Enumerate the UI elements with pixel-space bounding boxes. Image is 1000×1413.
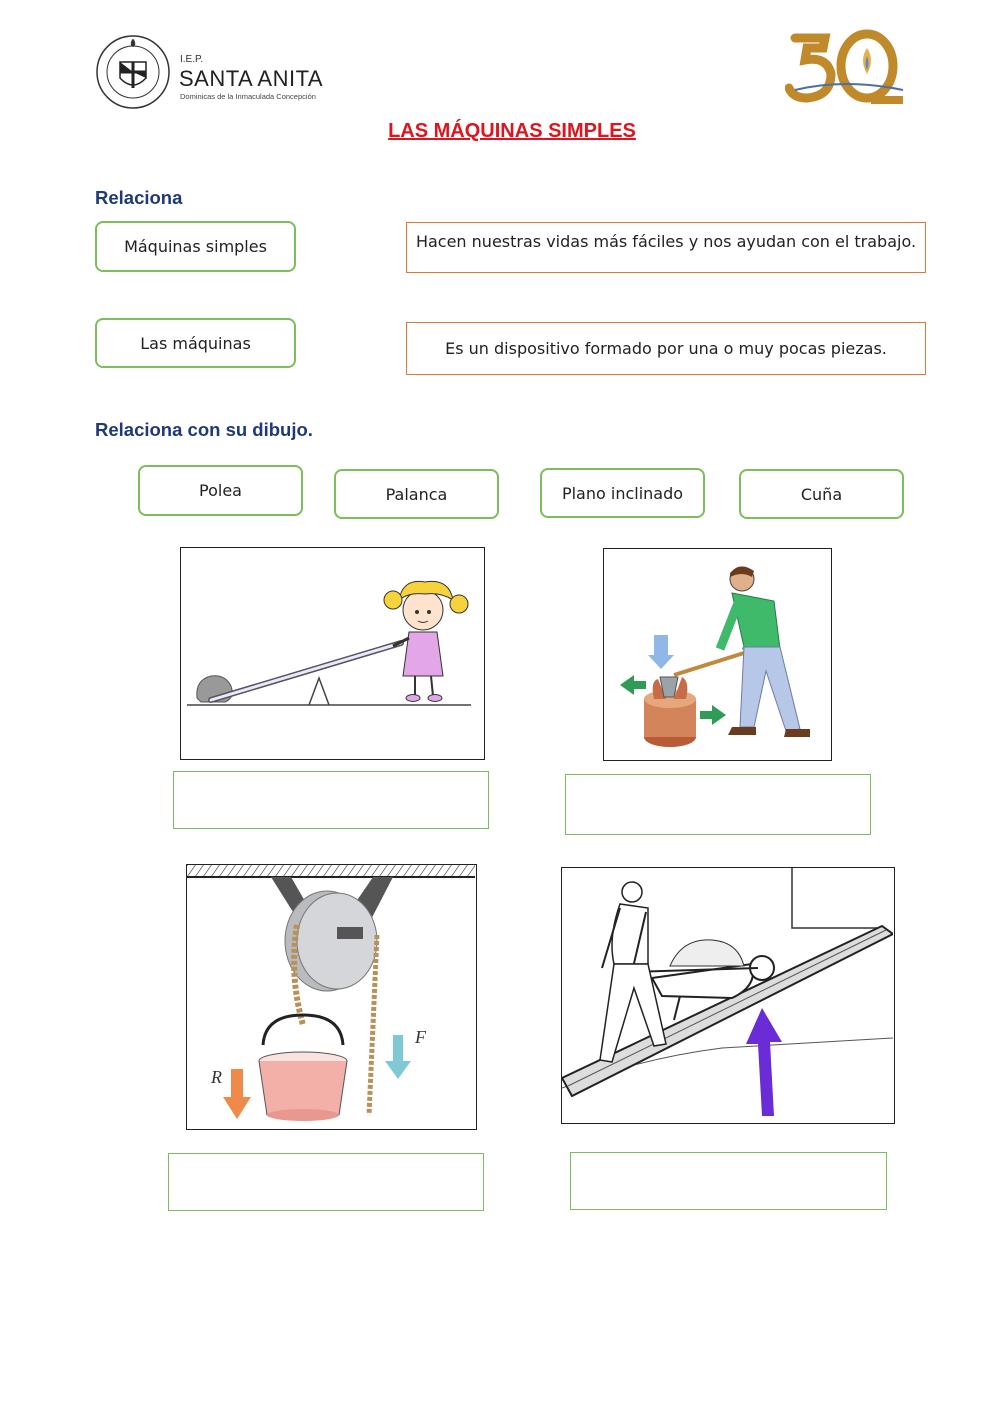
match-definition-1[interactable]: Hacen nuestras vidas más fáciles y nos ayudan con el trabajo. bbox=[406, 222, 926, 273]
school-name: SANTA ANITA bbox=[179, 66, 324, 91]
answer-box-2[interactable] bbox=[565, 774, 871, 835]
anniversary-50-logo-icon bbox=[785, 18, 910, 108]
word-bank-plano-inclinado[interactable]: Plano inclinado bbox=[540, 468, 705, 518]
word-bank-palanca[interactable]: Palanca bbox=[334, 469, 499, 519]
school-prefix: I.E.P. bbox=[180, 54, 204, 65]
match-item-maquinas-simples[interactable]: Máquinas simples bbox=[95, 221, 296, 272]
force-label-f: F bbox=[415, 1027, 426, 1047]
inclined-plane-wheelbarrow-illustration-icon bbox=[562, 868, 893, 1122]
picture-pulley bbox=[186, 864, 477, 1130]
answer-box-3[interactable] bbox=[168, 1153, 484, 1211]
page-title: LAS MÁQUINAS SIMPLES bbox=[388, 120, 636, 142]
axe-wedge-illustration-icon bbox=[604, 549, 830, 759]
picture-lever bbox=[180, 547, 485, 760]
seesaw-lever-illustration-icon bbox=[181, 548, 483, 758]
section-heading-relaciona-dibujo: Relaciona con su dibujo. bbox=[95, 419, 313, 440]
match-item-las-maquinas[interactable]: Las máquinas bbox=[95, 318, 296, 368]
word-bank-cuna[interactable]: Cuña bbox=[739, 469, 904, 519]
school-subtitle: Dominicas de la Inmaculada Concepción bbox=[180, 92, 316, 101]
school-seal-icon bbox=[95, 34, 171, 110]
section-heading-relaciona: Relaciona bbox=[95, 187, 183, 208]
school-logo bbox=[95, 34, 325, 114]
picture-wedge bbox=[603, 548, 832, 761]
picture-inclined-plane bbox=[561, 867, 895, 1124]
anniversary-logo bbox=[785, 18, 910, 108]
resistance-label-r: R bbox=[211, 1067, 222, 1087]
answer-box-1[interactable] bbox=[173, 771, 489, 829]
match-definition-2[interactable]: Es un dispositivo formado por una o muy pocas piezas. bbox=[406, 322, 926, 375]
answer-box-4[interactable] bbox=[570, 1152, 887, 1210]
pulley-illustration-icon bbox=[187, 865, 475, 1128]
word-bank-polea[interactable]: Polea bbox=[138, 465, 303, 516]
